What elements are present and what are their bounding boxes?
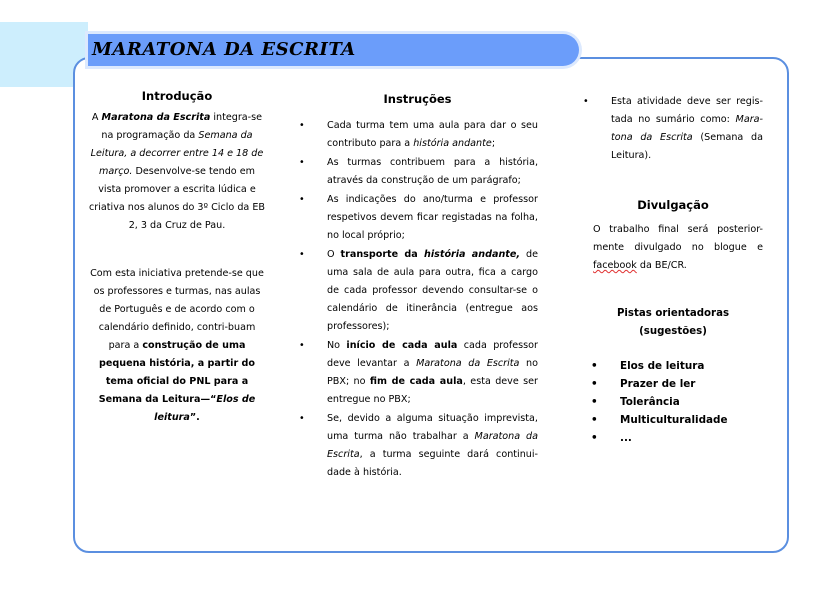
- text: (Semana da Leitura).: [611, 132, 763, 161]
- divulgacao-text: [583, 221, 763, 275]
- text: transporte da: [340, 249, 425, 260]
- text: Esta atividade deve ser regis-tada no sumário como:: [611, 96, 763, 125]
- text: Elos de leitura: [620, 360, 705, 372]
- instructions-list: [297, 117, 538, 482]
- text: Semana da Leitura, a decorrer entre 14 e 18 de março.: [90, 130, 264, 177]
- bullet-icon: •: [299, 340, 305, 351]
- text: da BE/CR.: [636, 260, 687, 271]
- pistas-line-1: Pistas orientadoras: [616, 308, 730, 319]
- text: Mara-tona da Escrita: [611, 114, 763, 143]
- right-column: [583, 93, 763, 447]
- text: Desenvolve-se tendo em vista promover a escrita lúdica e criativa nos alunos do 3º Ciclo da EB 2, 3 da Cruz de Pau.: [89, 166, 265, 231]
- list-item: [591, 393, 763, 411]
- text: Cada turma tem uma aula para dar o seu contributo para a: [327, 120, 538, 149]
- list-item: [591, 375, 763, 393]
- instructions-heading: Instruções: [383, 92, 452, 106]
- instructions-column: [297, 89, 538, 483]
- text: história andante: [413, 138, 492, 149]
- text: de uma sala de aula para outra, fica a cargo de cada professor devendo consultar-se o calendário de itinerância (entregue aos professores);: [327, 249, 538, 332]
- bullet-icon: •: [299, 194, 305, 205]
- intro-column: [89, 86, 265, 427]
- text: Com esta iniciativa pretende-se que os professores e turmas, nas aulas de Português e de acordo com o calendário definido, contri-buam para a: [90, 268, 264, 351]
- text: As turmas contribuem para a história, através da construção de um parágrafo;: [327, 157, 538, 186]
- text: no PBX; no: [327, 358, 538, 387]
- text: Maratona da Escrita: [327, 431, 538, 460]
- list-item: [297, 154, 538, 190]
- list-item: [591, 411, 763, 429]
- bullet-icon: •: [299, 120, 305, 131]
- bullet-icon: •: [591, 432, 598, 444]
- list-item: [297, 117, 538, 153]
- text: Elos de leitura: [154, 394, 256, 423]
- bullet-icon: •: [591, 414, 598, 426]
- bullet-icon: •: [591, 378, 598, 390]
- text: , a turma seguinte dará continui-dade à história.: [327, 449, 538, 478]
- intro-paragraph-2: [89, 265, 265, 427]
- bullet-icon: •: [299, 249, 305, 260]
- text: Maratona da Escrita: [101, 112, 211, 123]
- text: história andante,: [424, 249, 521, 260]
- bullet-icon: •: [591, 360, 598, 372]
- text: ”.: [189, 412, 200, 423]
- text: , esta deve ser entregue no PBX;: [327, 376, 538, 405]
- divulgacao-heading: Divulgação: [637, 198, 709, 212]
- text: Multiculturalidade: [620, 414, 728, 426]
- pistas-list: [583, 357, 763, 447]
- text: Maratona da Escrita: [416, 358, 520, 369]
- list-item: [591, 429, 763, 447]
- registration-note: [583, 93, 763, 165]
- text: Tolerância: [620, 396, 680, 408]
- bullet-icon: •: [583, 96, 589, 107]
- text: construção de uma pequena história, a partir do tema oficial do PNL para a Semana da Leitura—“: [98, 340, 255, 405]
- text: ;: [491, 138, 496, 149]
- text: facebook: [593, 260, 637, 271]
- bullet-icon: •: [299, 413, 305, 424]
- intro-heading: Introdução: [141, 89, 213, 103]
- text: As indicações do ano/turma e professor respetivos devem ficar registadas na folha, no local próprio;: [327, 194, 538, 241]
- text: O: [327, 249, 341, 260]
- text: A: [91, 112, 102, 123]
- bullet-icon: •: [299, 157, 305, 168]
- list-item: [591, 357, 763, 375]
- text: No: [327, 340, 347, 351]
- text: início de cada aula: [346, 340, 458, 351]
- list-item: [297, 191, 538, 245]
- text: integra-se na programação da: [101, 112, 263, 141]
- text: cada professor deve levantar a: [327, 340, 538, 369]
- list-item: [297, 337, 538, 409]
- page-title: MARATONA DA ESCRITA: [92, 39, 356, 60]
- pistas-heading: [583, 305, 763, 341]
- text: fim de cada aula: [369, 376, 463, 387]
- text: O trabalho final será posterior-mente divulgado no blogue e: [593, 224, 763, 253]
- list-item: [297, 246, 538, 336]
- bullet-icon: •: [591, 396, 598, 408]
- text: Se, devido a alguma situação imprevista, uma turma não trabalhar a: [327, 413, 538, 442]
- pistas-line-2: (sugestões): [639, 326, 707, 337]
- intro-paragraph-1: [89, 109, 265, 235]
- text: ...: [620, 432, 632, 444]
- list-item: [297, 410, 538, 482]
- text: Prazer de ler: [620, 378, 696, 390]
